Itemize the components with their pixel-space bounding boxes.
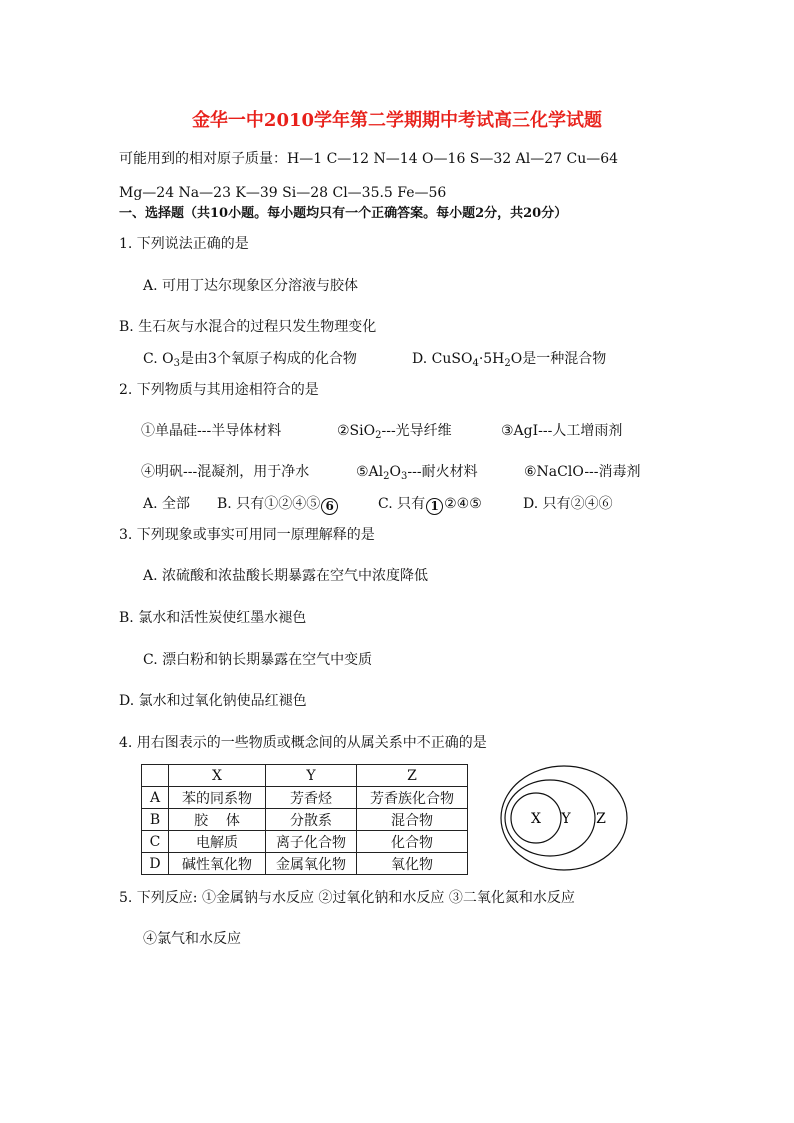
q2-item-3: ③AgI---人工增雨剂 xyxy=(501,423,623,439)
q2-option-c: C. 只有 1 ②④⑤ xyxy=(378,496,482,513)
section1-heading: 一、选择题（共10小题。每小题均只有一个正确答案。每小题2分，共20分） xyxy=(119,206,568,221)
circled-number-6: 6 xyxy=(321,498,338,515)
table-row xyxy=(142,853,468,875)
table-cell: D xyxy=(142,853,169,875)
atomic-masses-line1: 可能用到的相对原子质量：H—1 C—12 N—14 O—16 S—32 Al—27 Cu—64 xyxy=(119,151,619,167)
table-cell: 芳香族化合物 xyxy=(357,787,468,809)
table-cell: 芳香烃 xyxy=(266,787,357,809)
table-cell: 化合物 xyxy=(357,831,468,853)
table-row xyxy=(142,831,468,853)
venn-diagram xyxy=(498,762,630,874)
q2-option-b: B. 只有①②④⑤ 6 xyxy=(217,497,339,515)
table-cell: 金属氧化物 xyxy=(266,853,357,875)
q4-stem: 4. 用右图表示的一些物质或概念间的从属关系中不正确的是 xyxy=(119,735,487,751)
table-cell: A xyxy=(142,787,169,809)
q2-item-4: ④明矾---混凝剂，用于净水 xyxy=(141,464,310,480)
venn-label-y: Y xyxy=(561,811,571,827)
table-row xyxy=(142,787,468,809)
q5-line2: ④氯气和水反应 xyxy=(143,931,241,947)
table-cell: 离子化合物 xyxy=(266,831,357,853)
q1-stem: 1. 下列说法正确的是 xyxy=(119,236,249,252)
table-header-cell: Y xyxy=(266,765,357,787)
q2-item-2: ②SiO$_2$---光导纤维 xyxy=(337,423,452,441)
page-title: 金华一中2010学年第二学期期中考试高三化学试题 xyxy=(191,110,603,131)
table-header-row xyxy=(142,765,468,787)
table-row xyxy=(142,809,468,831)
q3-option-b: B. 氯水和活性炭使红墨水褪色 xyxy=(119,610,307,626)
q5-stem: 5. 下列反应: ①金属钠与水反应 ②过氧化钠和水反应 ③二氧化氮和水反应 xyxy=(119,890,575,906)
table-cell: 电解质 xyxy=(169,831,266,853)
table-header-cell: Z xyxy=(357,765,468,787)
atomic-masses-line2: Mg—24 Na—23 K—39 Si—28 Cl—35.5 Fe—56 xyxy=(119,185,447,201)
table-header-cell xyxy=(142,765,169,787)
circled-number-1: 1 xyxy=(426,498,443,515)
table-cell: 胶 体 xyxy=(169,809,266,831)
table-cell: B xyxy=(142,809,169,831)
table-cell: 分散系 xyxy=(266,809,357,831)
q2-item-6: ⑥NaClO---消毒剂 xyxy=(524,464,641,480)
q2-option-d: D. 只有②④⑥ xyxy=(523,496,613,512)
q2-stem: 2. 下列物质与其用途相符合的是 xyxy=(119,382,319,398)
q1-option-b: B. 生石灰与水混合的过程只发生物理变化 xyxy=(119,319,377,335)
q3-option-a: A. 浓硫酸和浓盐酸长期暴露在空气中浓度降低 xyxy=(143,568,429,584)
venn-label-x: X xyxy=(531,811,541,827)
q1-option-c: C. $O_3$是由3个氧原子构成的化合物 xyxy=(143,351,357,369)
table-cell: C xyxy=(142,831,169,853)
q3-option-d: D. 氯水和过氧化钠使品红褪色 xyxy=(119,693,307,709)
q2-item-1: ①单晶硅---半导体材料 xyxy=(141,423,282,439)
table-header-cell: X xyxy=(169,765,266,787)
table-cell: 氧化物 xyxy=(357,853,468,875)
q2-option-a: A. 全部 xyxy=(143,496,191,512)
q2-item-5: $⑤Al_2O_3---$耐火材料 xyxy=(356,464,478,482)
q1-option-a: A. 可用丁达尔现象区分溶液与胶体 xyxy=(143,278,359,294)
q3-option-c: C. 漂白粉和钠长期暴露在空气中变质 xyxy=(143,652,373,668)
q1-option-d: D. $CuSO_4\cdot 5H_2O$是一种混合物 xyxy=(412,351,607,369)
table-cell: 混合物 xyxy=(357,809,468,831)
table-cell: 碱性氧化物 xyxy=(169,853,266,875)
q3-stem: 3. 下列现象或事实可用同一原理解释的是 xyxy=(119,527,375,543)
venn-label-z: Z xyxy=(596,811,606,827)
ellipse-y xyxy=(505,780,595,856)
table-cell: 苯的同系物 xyxy=(169,787,266,809)
q4-table xyxy=(141,764,468,875)
